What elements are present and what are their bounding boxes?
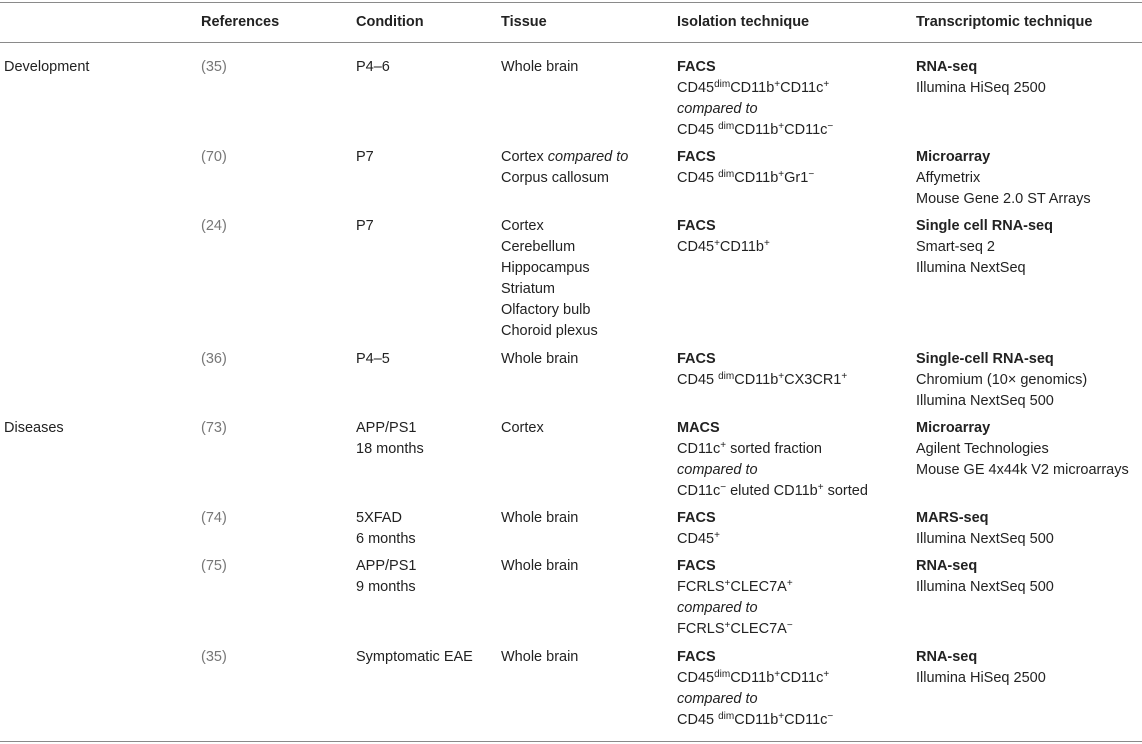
table-row-isolation: FACS FCRLS+CLEC7A+ compared to FCRLS+CLEC7A− [677,558,793,637]
table-row-condition: P4–5 [356,351,390,367]
table-row-reference: (24) [201,218,227,234]
table-row-reference: (35) [201,649,227,665]
table-row-tissue: Cortex compared to Corpus callosum [501,149,629,186]
table-row-condition: 5XFAD 6 months [356,510,416,547]
table-row-reference: (35) [201,59,227,75]
table-row-isolation: FACS CD45+ [677,510,720,547]
table-row-transcriptomic: Microarray Affymetrix Mouse Gene 2.0 ST Arrays [916,149,1091,207]
table-row-isolation: FACS $CD45^{dim}CD11b^+CD11c^+$ compared to CD45 $^{dim}$CD11b+CD11c− [677,59,834,138]
table-row-transcriptomic: RNA-seq Illumina NextSeq 500 [916,558,1054,595]
table-row-tissue: Whole brain [501,558,579,574]
header-transcriptomic-technique: Transcriptomic technique [916,14,1093,30]
header-references: References [201,14,280,30]
table-row-transcriptomic: Single cell RNA-seq Smart-seq 2 Illumina NextSeq [916,218,1053,276]
group-label-diseases: Diseases [4,420,64,436]
table-row-tissue: Whole brain [501,351,579,367]
table-row-isolation: MACS CD11c+ sorted fraction compared to CD11c− eluted CD11b+ sorted [677,420,868,499]
table-row-transcriptomic: RNA-seq Illumina HiSeq 2500 [916,649,1046,686]
table-row-reference: (75) [201,558,227,574]
header-tissue: Tissue [501,14,547,30]
table-row-transcriptomic: RNA-seq Illumina HiSeq 2500 [916,59,1046,96]
table-row-transcriptomic: Single-cell RNA-seq Chromium (10× genomics) Illumina NextSeq 500 [916,351,1088,409]
table-row-condition: P7 [356,218,374,234]
table-row-condition: Symptomatic EAE [356,649,473,665]
table-row-isolation: FACS CD45+CD11b+ [677,218,770,255]
table-row-tissue: Whole brain [501,510,579,526]
table-row-tissue: Cortex Cerebellum Hippocampus Striatum Olfactory bulb Choroid plexus [501,218,598,339]
header-condition: Condition [356,14,424,30]
header-rule [0,42,1142,43]
table-bottom-rule [0,741,1142,742]
group-label-development: Development [4,59,90,75]
table-row-tissue: Cortex [501,420,544,436]
table-row-tissue: Whole brain [501,59,579,75]
table-row-tissue: Whole brain [501,649,579,665]
table-row-transcriptomic: MARS-seq Illumina NextSeq 500 [916,510,1054,547]
table-top-rule [0,2,1142,3]
header-isolation-technique: Isolation technique [677,14,810,30]
table-row-isolation: FACS CD45 $^{dim}$CD11b+CX3CR1+ [677,351,848,388]
table-row-isolation: FACS $CD45^{dim}CD11b^+CD11c^+$ compared to CD45 $^{dim}$CD11b+CD11c− [677,649,834,728]
table-row-isolation: FACS CD45 $^{dim}$CD11b+Gr1− [677,149,815,186]
table-row-condition: APP/PS1 9 months [356,558,417,595]
table-row-reference: (73) [201,420,227,436]
table-row-transcriptomic: Microarray Agilent Technologies Mouse GE 4x44k V2 microarrays [916,420,1129,478]
table-row-reference: (74) [201,510,227,526]
table-row-condition: P7 [356,149,374,165]
table-row-reference: (70) [201,149,227,165]
table-row-reference: (36) [201,351,227,367]
table-row-condition: P4–6 [356,59,390,75]
table-row-condition: APP/PS1 18 months [356,420,424,457]
